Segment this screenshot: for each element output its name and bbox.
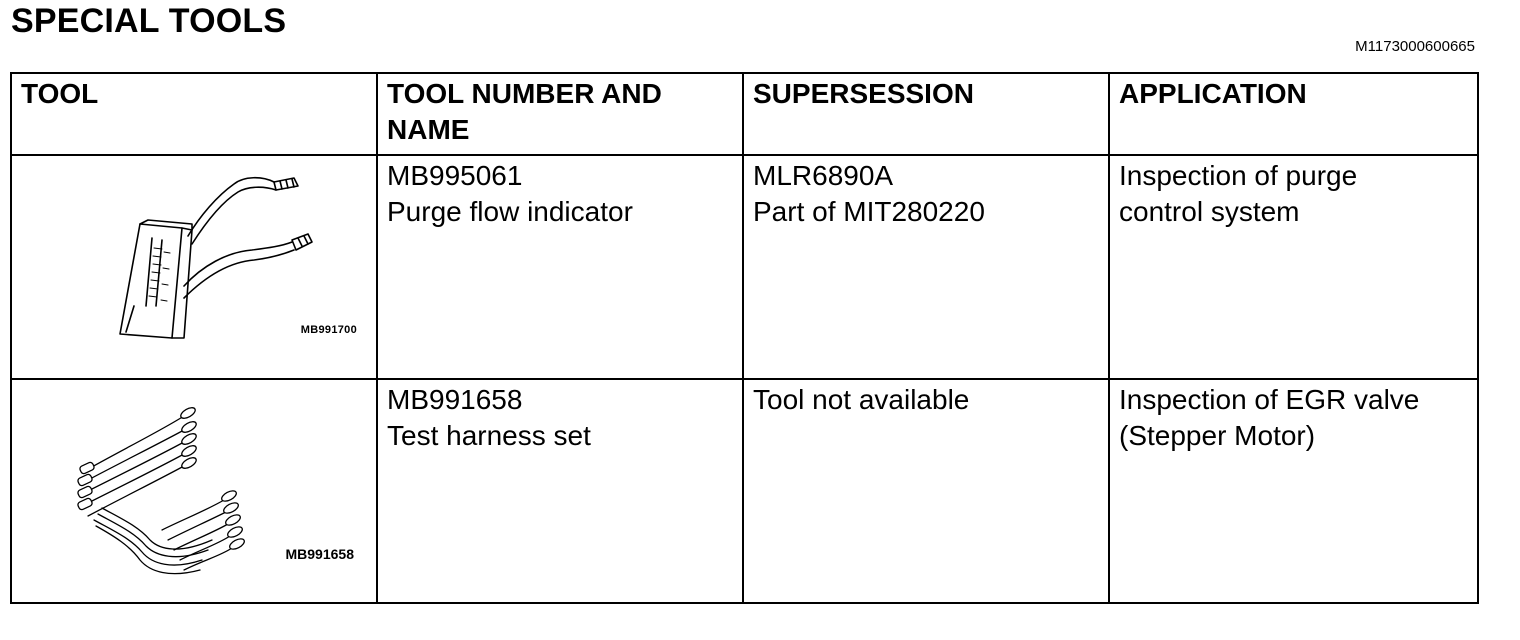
supersession-cell: MLR6890A Part of MIT280220 [743, 155, 1109, 379]
header-row [11, 73, 1478, 155]
tool-name: Purge flow indicator [387, 196, 633, 227]
table-row [11, 379, 1478, 603]
tool-image-caption: MB991658 [285, 546, 354, 562]
header-tool-number-and-name: TOOL NUMBER AND NAME [377, 73, 743, 155]
supersession-cell: Tool not available [743, 379, 1109, 603]
tool-image-caption: MB991700 [300, 324, 357, 336]
tool-image-cell [11, 379, 377, 603]
tool-name: Test harness set [387, 420, 591, 451]
tool-image-cell [11, 155, 377, 379]
tool-number-and-name-cell [377, 155, 743, 379]
special-tools-table [10, 72, 1479, 604]
document-id: M1173000600665 [1355, 38, 1475, 55]
tool-number: MB995061 [387, 160, 523, 191]
tool-number: MB991658 [387, 384, 523, 415]
page-title: SPECIAL TOOLS [11, 2, 287, 40]
tool-number-and-name-cell [377, 379, 743, 603]
header-tool: TOOL [11, 73, 377, 155]
header-supersession: SUPERSESSION [743, 73, 1109, 155]
header-application: APPLICATION [1109, 73, 1478, 155]
application-cell: Inspection of purge control system [1109, 155, 1478, 379]
application-cell: Inspection of EGR valve (Stepper Motor) [1109, 379, 1478, 603]
table-row [11, 155, 1478, 379]
